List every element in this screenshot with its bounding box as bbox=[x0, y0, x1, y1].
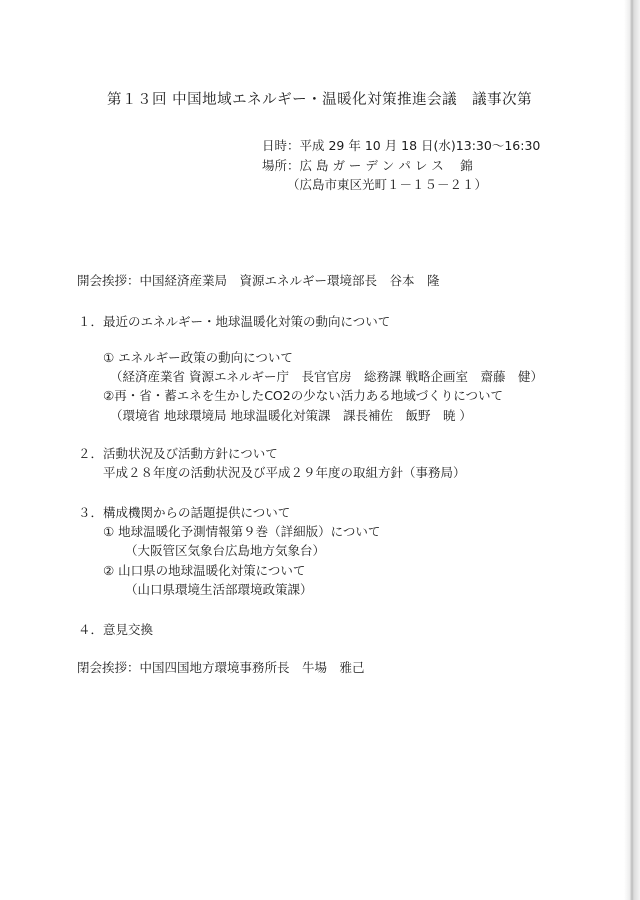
agenda-item-2-number: ２． bbox=[78, 446, 104, 461]
agenda-item-3-heading: 構成機関からの話題提供について bbox=[103, 505, 291, 520]
agenda-item-1-number: １． bbox=[78, 314, 104, 329]
agenda-item-4-heading: 意見交換 bbox=[103, 622, 154, 637]
document-title: 第１３回 中国地域エネルギー・温暖化対策推進会議 議事次第 bbox=[107, 92, 533, 108]
agenda-item-2-heading: 活動状況及び活動方針について bbox=[103, 446, 278, 461]
agenda-item-1-heading: 最近のエネルギー・地球温暖化対策の動向について bbox=[103, 314, 391, 329]
agenda-item-2-sub-1: 平成２８年度の活動状況及び平成２９年度の取組方針（事務局） bbox=[103, 465, 466, 480]
meeting-place: 場所：広 島 ガ ー デ ン パ レ ス 錦 bbox=[262, 158, 473, 173]
scan-edge bbox=[624, 0, 640, 900]
agenda-item-1-sub-1: ① エネルギー政策の動向について bbox=[103, 350, 293, 365]
agenda-item-3-sub-1-presenter: （大阪管区気象台広島地方気象台） bbox=[125, 543, 326, 558]
agenda-item-3-number: ３． bbox=[78, 505, 104, 520]
agenda-item-1-sub-2-presenter: （環境省 地球環境局 地球温暖化対策課 課長補佐 飯野 暁 ） bbox=[110, 408, 472, 423]
agenda-item-3-sub-1: ① 地球温暖化予測情報第９巻（詳細版）について bbox=[103, 524, 381, 539]
meeting-address: （広島市東区光町１－１５－２１） bbox=[287, 177, 488, 192]
agenda-item-4-number: ４． bbox=[78, 622, 104, 637]
agenda-item-1-sub-2: ②再・省・蓄エネを生かしたCO2の少ない活力ある地域づくりについて bbox=[103, 388, 503, 403]
agenda-item-3-sub-2: ② 山口県の地球温暖化対策について bbox=[103, 563, 306, 578]
agenda-item-1-sub-1-presenter: （経済産業省 資源エネルギー庁 長官官房 総務課 戦略企画室 齋藤 健） bbox=[110, 369, 543, 384]
agenda-item-3-sub-2-presenter: （山口県環境生活部環境政策課） bbox=[125, 582, 313, 597]
closing-remarks: 閉会挨拶：中国四国地方環境事務所長 牛場 雅己 bbox=[77, 660, 365, 675]
opening-remarks: 開会挨拶：中国経済産業局 資源エネルギー環境部長 谷本 隆 bbox=[77, 273, 440, 288]
meeting-date: 日時：平成 29 年 10 月 18 日(水)13:30～16:30 bbox=[262, 138, 541, 153]
